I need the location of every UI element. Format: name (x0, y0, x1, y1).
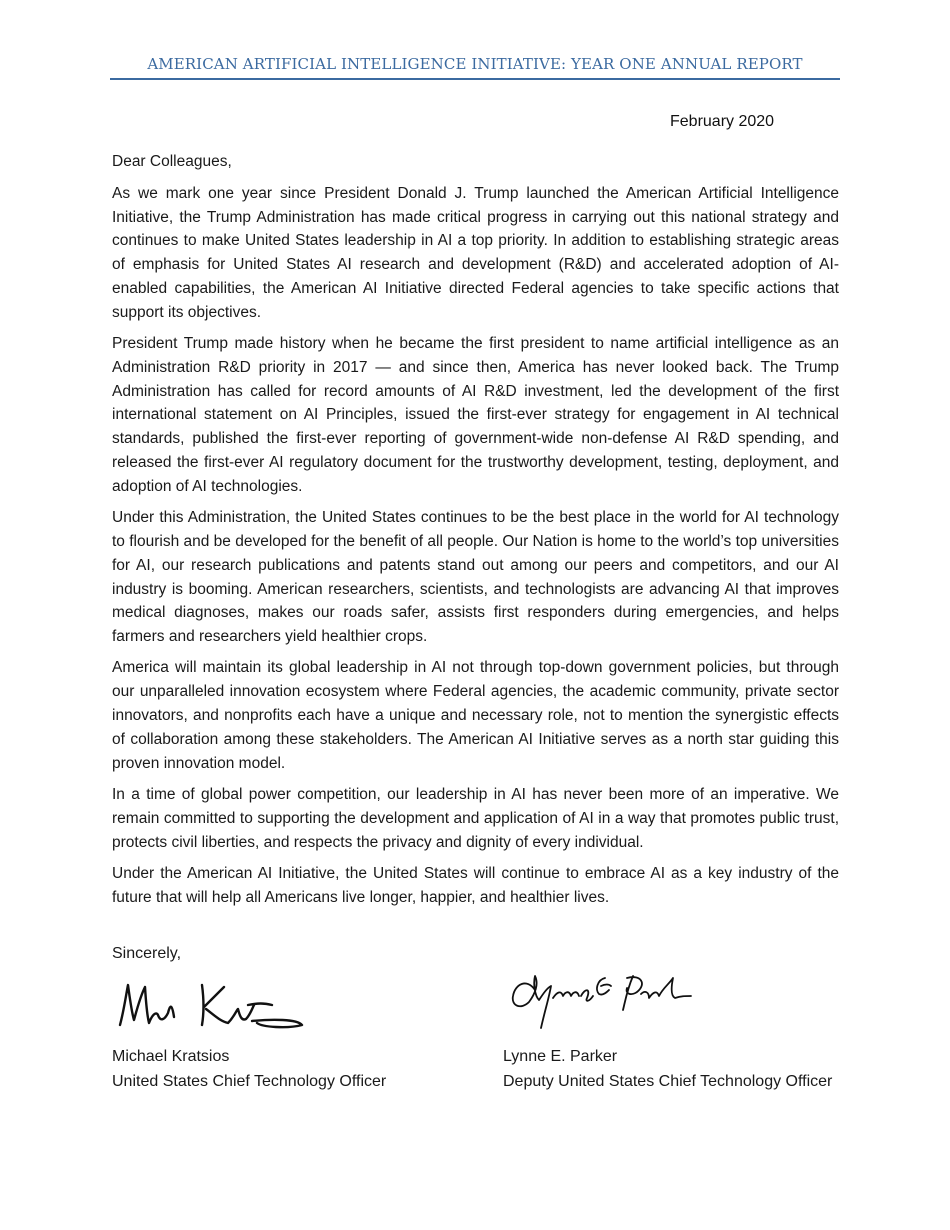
salutation: Dear Colleagues, (112, 153, 232, 170)
paragraph-4: America will maintain its global leadership in AI not through top-down government policies, but through our unparalleled innovation ecosystem where Federal agencies, the academic community, private sector innovators, and nonprofits each have a unique and necessary role, not to mention the synergistic effects of collaboration among these stakeholders. The American AI Initiative serves as a north star guiding this proven innovation model. (112, 659, 839, 772)
paragraph-2: President Trump made history when he became the first president to name artificial intelligence as an Administration R&D priority in 2017 — and since then, America has never looked back. The Trump Administration has called for record amounts of AI R&D investment, led the development of the first international statement on AI Principles, issued the first-ever strategy for engagement in AI technical standards, published the first-ever reporting of government-wide non-defense AI R&D spending, and released the first-ever AI regulatory document for the trustworthy development, testing, deployment, and adoption of AI technologies. (112, 335, 839, 495)
signer-name: Michael Kratsios (112, 1048, 230, 1065)
paragraph-1: As we mark one year since President Donald J. Trump launched the American Artificial Intelligence Initiative, the Trump Administration has made critical progress in carrying out this national strategy and continues to make United States leadership in AI a top priority. In addition to establishing strategic areas of emphasis for United States AI research and development (R&D) and accelerated adoption of AI-enabled capabilities, the American AI Initiative directed Federal agencies to take specific actions that support its objectives. (112, 184, 839, 321)
signer-title: Deputy United States Chief Technology Officer (503, 1073, 833, 1090)
signature-parker (505, 970, 695, 1035)
signer-title: United States Chief Technology Officer (112, 1073, 387, 1090)
signature-parker-graphic (505, 970, 695, 1035)
paragraph-6: Under the American AI Initiative, the United States will continue to embrace AI as a key industry of the future that will help all Americans live longer, happier, and healthier lives. (112, 864, 839, 906)
paragraph-5: In a time of global power competition, our leadership in AI has never been more of an imperative. We remain committed to supporting the development and application of AI in a way that promotes public trust, protects civil liberties, and respects the privacy and dignity of every individual. (112, 785, 839, 851)
report-header: AMERICAN ARTIFICIAL INTELLIGENCE INITIATIVE: YEAR ONE ANNUAL REPORT (110, 55, 840, 80)
closing: Sincerely, (112, 945, 182, 962)
signer-name: Lynne E. Parker (503, 1048, 618, 1065)
letter-body (112, 150, 839, 917)
letter-date: February 2020 (670, 113, 775, 130)
signature-kratsios-graphic (112, 975, 312, 1035)
paragraph-3: Under this Administration, the United States continues to be the best place in the world for AI technology to flourish and be developed for the benefit of all people. Our Nation is home to the world’s top universities for AI, our research publications and patents stand out among our peers and competitors, and our AI industry is booming. American researchers, scientists, and technologists are advancing AI that improves medical diagnoses, makes our roads safer, assists first responders during emergencies, and helps farmers and researchers yield healthier crops. (112, 509, 839, 646)
signer-kratsios (112, 1044, 386, 1094)
signature-kratsios (112, 975, 312, 1035)
signer-parker (503, 1044, 832, 1094)
